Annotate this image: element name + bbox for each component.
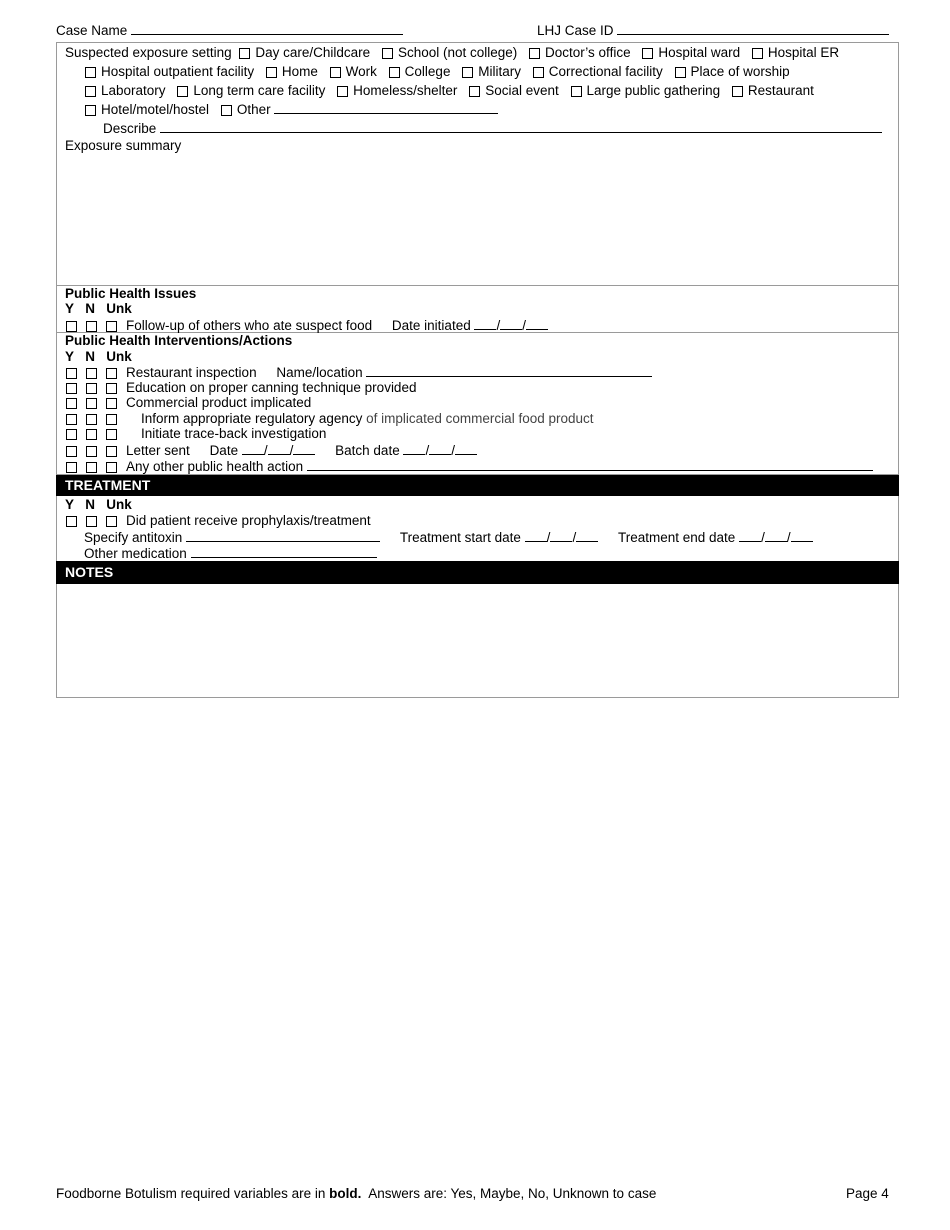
treatment-end-input[interactable]: / / — [739, 530, 813, 545]
exposure-setting-row-2 — [85, 64, 790, 80]
checkbox-unk[interactable] — [106, 368, 117, 379]
checkbox-long-term-care[interactable] — [177, 86, 188, 97]
checkbox-y[interactable] — [66, 368, 77, 379]
other-medication-row — [84, 545, 377, 562]
restaurant-inspection-label: Restaurant inspection — [126, 365, 257, 380]
treatment-end-label: Treatment end date — [617, 530, 736, 545]
case-name-input[interactable] — [131, 22, 403, 35]
exposure-summary-label: Exposure summary — [65, 138, 182, 153]
footer-note — [56, 1186, 656, 1202]
prophylaxis-label: Did patient receive prophylaxis/treatment — [126, 513, 371, 528]
antitoxin-input[interactable] — [186, 529, 380, 542]
checkbox-unk[interactable] — [106, 414, 117, 425]
checkbox-hospital-er[interactable] — [752, 48, 763, 59]
ph-issues-title: Public Health Issues — [65, 286, 197, 301]
checkbox-n[interactable] — [86, 446, 97, 457]
checkbox-unk[interactable] — [106, 446, 117, 457]
lhj-case-id-label: LHJ Case ID — [537, 23, 614, 38]
checkbox-homeless-shelter[interactable] — [337, 86, 348, 97]
option-home: Home — [281, 64, 318, 79]
option-correctional: Correctional facility — [548, 64, 663, 79]
checkbox-unk[interactable] — [106, 383, 117, 394]
restaurant-inspection-row — [66, 364, 652, 381]
date-initiated-label: Date initiated — [391, 318, 471, 333]
checkbox-hotel[interactable] — [85, 105, 96, 116]
checkbox-hospital-outpatient[interactable] — [85, 67, 96, 78]
checkbox-restaurant[interactable] — [732, 86, 743, 97]
exposure-setting-row-3 — [85, 83, 814, 99]
option-social-event: Social event — [485, 83, 559, 98]
checkbox-n[interactable] — [86, 368, 97, 379]
option-long-term-care: Long term care facility — [193, 83, 326, 98]
batch-date-label: Batch date — [335, 443, 400, 458]
checkbox-other[interactable] — [221, 105, 232, 116]
checkbox-social-event[interactable] — [469, 86, 480, 97]
yn-header-y: Y — [65, 349, 75, 364]
treatment-start-label: Treatment start date — [399, 530, 521, 545]
ph-interventions-title: Public Health Interventions/Actions — [65, 333, 293, 348]
footer-text-a: Foodborne Botulism required variables are in — [56, 1186, 326, 1201]
checkbox-daycare[interactable] — [239, 48, 250, 59]
followup-label: Follow-up of others who ate suspect food — [126, 318, 373, 333]
checkbox-followup-unk[interactable] — [106, 321, 117, 332]
footer-text-b: Answers are: Yes, Maybe, No, Unknown to case — [368, 1186, 657, 1201]
exposure-setting-row-4 — [85, 101, 498, 118]
checkbox-y[interactable] — [66, 414, 77, 425]
option-school: School (not college) — [397, 45, 518, 60]
antitoxin-row — [84, 529, 813, 546]
lhj-case-id-input[interactable] — [617, 22, 889, 35]
inform-agency-label: Inform appropriate regulatory agency — [141, 411, 363, 426]
name-location-input[interactable] — [366, 364, 652, 377]
education-row — [66, 380, 416, 396]
other-medication-input[interactable] — [191, 545, 377, 558]
case-name-label: Case Name — [56, 23, 128, 38]
case-name-field — [56, 22, 403, 39]
checkbox-y[interactable] — [66, 462, 77, 473]
other-medication-label: Other medication — [84, 546, 187, 561]
inform-agency-row — [66, 411, 594, 427]
option-work: Work — [345, 64, 377, 79]
describe-row — [103, 120, 882, 137]
followup-row — [66, 317, 548, 334]
exposure-summary-area[interactable] — [60, 156, 895, 282]
option-hospital-ward: Hospital ward — [658, 45, 741, 60]
checkbox-n[interactable] — [86, 398, 97, 409]
date-initiated-input[interactable]: / / — [474, 318, 548, 333]
option-other: Other — [236, 102, 271, 117]
yn-header-n: N — [85, 349, 96, 364]
page-number: Page 4 — [846, 1186, 889, 1201]
checkbox-military[interactable] — [462, 67, 473, 78]
other-action-row — [66, 458, 873, 475]
checkbox-doctors-office[interactable] — [529, 48, 540, 59]
checkbox-y[interactable] — [66, 398, 77, 409]
yn-header-unk: Unk — [106, 301, 132, 316]
option-hotel: Hotel/motel/hostel — [101, 102, 210, 117]
checkbox-unk[interactable] — [106, 429, 117, 440]
commercial-product-row — [66, 395, 311, 411]
option-hospital-outpatient: Hospital outpatient facility — [101, 64, 255, 79]
checkbox-n[interactable] — [86, 516, 97, 527]
treatment-yn-header — [65, 497, 132, 513]
checkbox-work[interactable] — [330, 67, 341, 78]
checkbox-y[interactable] — [66, 383, 77, 394]
yn-header-unk: Unk — [106, 349, 132, 364]
checkbox-unk[interactable] — [106, 516, 117, 527]
option-place-of-worship: Place of worship — [690, 64, 790, 79]
checkbox-laboratory[interactable] — [85, 86, 96, 97]
describe-label: Describe — [103, 121, 157, 136]
describe-input[interactable] — [160, 120, 882, 133]
option-hospital-er: Hospital ER — [767, 45, 840, 60]
letter-date-label: Date — [209, 443, 239, 458]
treatment-start-input[interactable]: / / — [525, 530, 599, 545]
footer-text-bold: bold. — [329, 1186, 362, 1201]
option-homeless-shelter: Homeless/shelter — [353, 83, 458, 98]
exposure-setting-row-1 — [65, 45, 839, 61]
checkbox-school[interactable] — [382, 48, 393, 59]
option-large-gathering: Large public gathering — [586, 83, 721, 98]
ph-interventions-yn-header — [65, 349, 132, 365]
name-location-label: Name/location — [276, 365, 363, 380]
checkbox-large-gathering[interactable] — [571, 86, 582, 97]
education-label: Education on proper canning technique provided — [126, 380, 417, 395]
notes-header: NOTES — [56, 561, 899, 584]
checkbox-unk[interactable] — [106, 462, 117, 473]
ph-issues-yn-header — [65, 301, 132, 317]
checkbox-n[interactable] — [86, 429, 97, 440]
checkbox-college[interactable] — [389, 67, 400, 78]
option-laboratory: Laboratory — [101, 83, 166, 98]
checkbox-followup-n[interactable] — [86, 321, 97, 332]
other-setting-input[interactable] — [274, 101, 498, 114]
yn-header-n: N — [85, 301, 96, 316]
checkbox-hospital-ward[interactable] — [642, 48, 653, 59]
batch-date-input[interactable]: / / — [403, 443, 477, 458]
option-doctors-office: Doctor’s office — [545, 45, 631, 60]
exposure-setting-label: Suspected exposure setting — [65, 45, 232, 60]
checkbox-home[interactable] — [266, 67, 277, 78]
notes-area[interactable] — [56, 584, 899, 698]
option-college: College — [404, 64, 451, 79]
yn-header-y: Y — [65, 301, 75, 316]
letter-date-input[interactable]: / / — [242, 443, 316, 458]
checkbox-unk[interactable] — [106, 398, 117, 409]
yn-header-n: N — [85, 497, 96, 512]
prophylaxis-row — [66, 513, 371, 529]
letter-sent-row — [66, 442, 477, 459]
treatment-header: TREATMENT — [56, 475, 899, 496]
option-daycare: Day care/Childcare — [255, 45, 371, 60]
yn-header-unk: Unk — [106, 497, 132, 512]
checkbox-correctional[interactable] — [533, 67, 544, 78]
checkbox-n[interactable] — [86, 462, 97, 473]
checkbox-y[interactable] — [66, 429, 77, 440]
checkbox-place-of-worship[interactable] — [675, 67, 686, 78]
checkbox-followup-y[interactable] — [66, 321, 77, 332]
letter-sent-label: Letter sent — [126, 443, 190, 458]
traceback-label: Initiate trace-back investigation — [141, 426, 327, 441]
checkbox-n[interactable] — [86, 414, 97, 425]
option-restaurant: Restaurant — [747, 83, 814, 98]
option-military: Military — [478, 64, 521, 79]
checkbox-y[interactable] — [66, 516, 77, 527]
yn-header-y: Y — [65, 497, 75, 512]
commercial-product-label: Commercial product implicated — [126, 395, 312, 410]
checkbox-n[interactable] — [86, 383, 97, 394]
inform-agency-label-cont: of implicated commercial food product — [366, 411, 594, 426]
other-action-label: Any other public health action — [126, 459, 304, 474]
traceback-row — [66, 426, 326, 442]
checkbox-y[interactable] — [66, 446, 77, 457]
other-action-input[interactable] — [307, 458, 873, 471]
lhj-case-id-field — [537, 22, 889, 39]
antitoxin-label: Specify antitoxin — [84, 530, 183, 545]
